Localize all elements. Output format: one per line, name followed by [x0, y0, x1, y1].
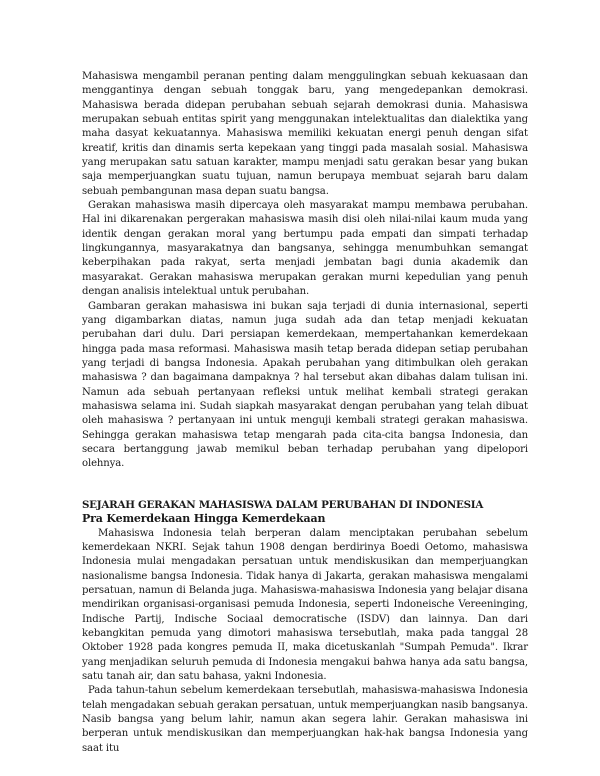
section-spacer	[82, 472, 528, 498]
section-paragraph-1: Mahasiswa Indonesia telah berperan dalam menciptakan perubahan sebelum kemerdekaan NKRI. Sejak tahun 1908 dengan berdirinya Boedi Oetomo, mahasiswa Indonesia mulai mengadakan persatuan untuk mendiskusikan dan memperjuangkan nasionalisme bangsa Indonesia. Tidak hanya di Jakarta, gerakan mahasiswa mengalami persatuan, namun di Belanda juga. Mahasiswa-mahasiswa Indonesia yang belajar disana mendirikan organisasi-organisasi pemuda Indonesia, seperti Indoneische Vereeninging, Indische Partij, Indische Sociaal democratische (ISDV) dan lainnya. Dan dari kebangkitan pemuda yang dimotori mahasiswa tersebutlah, maka pada tanggal 28 Oktober 1928 pada kongres pemuda II, maka dicetuskanlah "Sumpah Pemuda". Ikrar yang menjadikan seluruh pemuda di Indonesia mengakui bahwa hanya ada satu bangsa, satu tanah air, dan satu bahasa, yakni Indonesia.	[82, 527, 528, 683]
intro-paragraph-3: Gambaran gerakan mahasiswa ini bukan saja terjadi di dunia internasional, seperti yang digambarkan diatas, namun juga sudah ada dan tetap menjadi kekuatan perubahan dari dulu. Dari persiapan kemerdekaan, mempertahankan kemerdekaan hingga pada masa reformasi. Mahasiswa masih tetap berada didepan setiap perubahan yang terjadi di bangsa Indonesia. Apakah perubahan yang ditimbulkan oleh gerakan mahasiswa ? dan bagaimana dampaknya ? hal tersebut akan dibahas dalam tulisan ini. Namun ada sebuah pertanyaan refleksi untuk melihat kembali strategi gerakan mahasiswa selama ini. Sudah siapkah masyarakat dengan perubahan yang telah dibuat oleh mahasiswa ? pertanyaan ini untuk menguji kembali strategi gerakan mahasiswa. Sehingga gerakan mahasiswa tetap mengarah pada cita-cita bangsa Indonesia, dan secara bertanggung jawab memikul beban terhadap perubahan yang dipelopori olehnya.	[82, 300, 528, 470]
subsection-heading: Pra Kemerdekaan Hingga Kemerdekaan	[82, 512, 326, 526]
intro-paragraph-1: Mahasiswa mengambil peranan penting dalam menggulingkan sebuah kekuasaan dan menggantinya dengan sebuah tonggak baru, yang mengedepankan demokrasi. Mahasiswa berada didepan perubahan sebuah sejarah demokrasi dunia. Mahasiswa merupakan sebuah entitas spirit yang menggunakan intelektualitas dan dialektika yang maha dasyat kekuatannya. Mahasiswa memiliki kekuatan energi penuh dengan sifat kreatif, kritis dan dinamis serta kepekaan yang tinggi pada masalah sosial. Mahasiswa yang merupakan satu satuan karakter, mampu menjadi satu gerakan besar yang bukan saja memperjuangkan suatu tujuan, namun berupaya membuat sejarah baru dalam sebuah pembangunan masa depan suatu bangsa.	[82, 71, 528, 197]
intro-paragraph-2: Gerakan mahasiswa masih dipercaya oleh masyarakat mampu membawa perubahan. Hal ini dikarenakan pergerakan mahasiswa masih disi oleh nilai-nilai kaum muda yang identik dengan gerakan moral yang bertumpu pada empati dan simpati terhadap lingkungannya, masyarakatnya dan bangsanya, sehingga menumbuhkan semangat keberpihakan pada rakyat, serta menjadi jembatan bagi dunia akademik dan masyarakat. Gerakan mahasiswa merupakan gerakan murni kepedulian yang penuh dengan analisis intelektual untuk perubahan.	[82, 200, 528, 298]
document-body	[82, 70, 528, 756]
section-paragraph-2: Pada tahun-tahun sebelum kemerdekaan tersebutlah, mahasiswa-mahasiswa Indonesia telah mengadakan sebuah gerakan persatuan, untuk memperjuangkan nasib bangsanya. Nasib bangsa yang belum lahir, namun akan segera lahir. Gerakan mahasiswa ini berperan untuk mendiskusikan dan memperjuangkan hak-hak bangsa Indonesia yang saat itu	[82, 685, 528, 754]
section-heading: SEJARAH GERAKAN MAHASISWA DALAM PERUBAHAN DI INDONESIA	[82, 498, 484, 511]
